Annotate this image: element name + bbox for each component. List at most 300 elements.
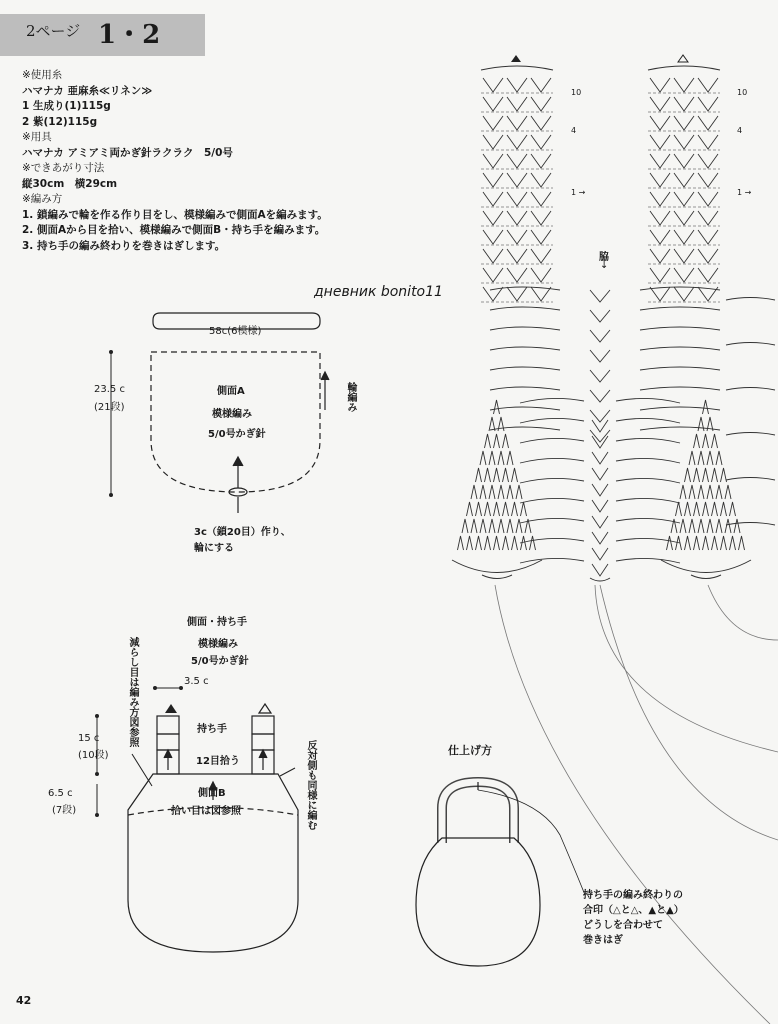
chart-right-edge-chain xyxy=(726,478,775,481)
finished-bag-handle-inner xyxy=(442,782,514,843)
chart-bottom-left-post xyxy=(480,485,486,499)
chart-diag-chain-left xyxy=(520,458,584,463)
chart-handle-right-fan-left xyxy=(650,116,670,130)
step-2: 2. 側面Aから目を拾い、模様編みで側面B・持ち手を編みます。 xyxy=(22,224,326,236)
chart-bottom-right-post xyxy=(707,451,713,465)
chart-diag-chain-left xyxy=(520,498,584,503)
chart-right-edge-chain xyxy=(726,433,775,436)
handle-width-dot-right xyxy=(179,686,183,690)
chart-center-fan xyxy=(590,350,610,362)
chart-bottom-right-post xyxy=(721,536,727,550)
chart-diag-chain-right xyxy=(616,498,680,503)
chart-bottom-right-base-ring xyxy=(691,575,721,579)
side-b-hook: 5/0号かぎ針 xyxy=(191,656,249,667)
body-height-rows: (7段) xyxy=(52,805,77,816)
chart-handle-left-fan-right xyxy=(531,211,551,225)
chart-bottom-left-post xyxy=(498,417,504,431)
chart-handle-right-fan-mid xyxy=(674,173,694,187)
handle-right-top xyxy=(252,716,274,734)
chart-bottom-right-post xyxy=(685,502,691,516)
chart-bottom-right-post xyxy=(680,485,686,499)
chart-handle-left-fan-right xyxy=(531,287,551,301)
chart-center-post xyxy=(592,468,608,480)
chart-bottom-right-post xyxy=(712,468,718,482)
side-a-round-label: 輪編み xyxy=(345,382,356,412)
chart-bottom-left-post xyxy=(485,502,491,516)
chart-handle-left-fan-right xyxy=(531,173,551,187)
chart-guide-arcs xyxy=(495,585,778,1024)
chart-right-edge-chain xyxy=(726,298,775,301)
chart-handle-left-fan-right xyxy=(531,78,551,92)
chart-handle-right-fan-left xyxy=(650,192,670,206)
chart-handle-left-fan-left xyxy=(483,154,503,168)
chart-handle-right-fan-left xyxy=(650,135,670,149)
chart-handle-left-fan-mid xyxy=(507,249,527,263)
chart-handle-left-fan-mid xyxy=(507,192,527,206)
chart-handle-left-fan-left xyxy=(483,97,503,111)
chart-bottom-right-post xyxy=(698,519,704,533)
chart-handle-left-fan-mid xyxy=(507,135,527,149)
chart-handle-right-fan-mid xyxy=(674,287,694,301)
chart-diag-chain-right xyxy=(616,518,680,523)
chart-handle-right-fan-right xyxy=(698,97,718,111)
chart-handle-right-fan-left xyxy=(650,249,670,263)
color-2: 紫(12)115g xyxy=(32,115,98,128)
chart-handle-left-fan-right xyxy=(531,192,551,206)
chart-bottom-left-post xyxy=(485,468,491,482)
finishing-note-leader xyxy=(478,790,585,895)
chart-center-fan xyxy=(590,310,610,322)
size-heading: ※できあがり寸法 xyxy=(22,162,105,174)
chart-handle-left-fan-left xyxy=(483,173,503,187)
finishing-title: 仕上げ方 xyxy=(448,744,492,757)
chart-handle-left-fan-left xyxy=(483,268,503,282)
chart-bottom-right-post xyxy=(680,519,686,533)
side-a-start-label-1: 3c（鎖20目）作り、 xyxy=(194,527,291,538)
side-a-hook: 5/0号かぎ針 xyxy=(208,429,266,440)
page-label: 2ページ xyxy=(26,22,81,40)
side-b-title: 側面・持ち手 xyxy=(187,617,247,628)
handle-right-marker xyxy=(259,704,271,713)
chart-diag-chain-left xyxy=(520,558,584,563)
handle-right-mid xyxy=(252,734,274,750)
chart-handle-left-fan-mid xyxy=(507,154,527,168)
chart-bottom-right-post xyxy=(698,417,704,431)
chart-bottom-right-post xyxy=(694,434,700,448)
chart-center-post xyxy=(592,484,608,496)
chart-handle-right-fan-left xyxy=(650,230,670,244)
chart-bottom-right-post xyxy=(734,519,740,533)
chart-bottom-left-base-ring xyxy=(482,575,512,579)
chart-center-fan xyxy=(590,410,610,422)
chart-bottom-left-post xyxy=(462,519,468,533)
tools-heading: ※用具 xyxy=(22,131,52,143)
chart-bottom-left-post xyxy=(489,451,495,465)
chart-bottom-right-post xyxy=(730,502,736,516)
chart-bottom-right-post xyxy=(685,536,691,550)
chart-handle-right-fan-mid xyxy=(674,268,694,282)
chart-bottom-right-post xyxy=(721,502,727,516)
chart-side-arrow: ↓ xyxy=(600,260,609,271)
guide-arc-2 xyxy=(600,585,778,840)
pattern-numbers: 1・2 xyxy=(98,20,161,50)
chart-handle-right-fan-left xyxy=(650,173,670,187)
side-a-height-label: 23.5 c xyxy=(94,384,125,395)
chart-bottom-left-base-arc xyxy=(452,560,542,573)
chart-handle-left-fan-mid xyxy=(507,230,527,244)
chart-handle-left-fan-left xyxy=(483,211,503,225)
chart-bottom-right-post xyxy=(689,485,695,499)
handle-width-dot-left xyxy=(153,686,157,690)
chart-bottom-left-post xyxy=(498,519,504,533)
chart-handle-right-fan-left xyxy=(650,268,670,282)
finished-size: 縦30cm 横29cm xyxy=(22,177,118,190)
finishing-note-line-3: どうしを合わせて xyxy=(583,920,663,931)
handle-height-dot-top xyxy=(95,714,99,718)
chart-chain-right xyxy=(640,347,720,350)
step-1: 1. 鎖編みで輪を作る作り目をし、模様編みで側面Aを編みます。 xyxy=(22,208,328,221)
chart-right-edge-chain xyxy=(726,388,775,391)
chart-bottom-left-post xyxy=(476,536,482,550)
chart-bottom-left-post xyxy=(521,502,527,516)
chart-diag-chain-right xyxy=(616,558,680,563)
side-a-dot-bottom xyxy=(109,493,113,497)
chart-bottom-right-post xyxy=(716,485,722,499)
chart-chain-left xyxy=(490,407,560,410)
chart-chain-left xyxy=(490,347,560,350)
chart-bottom-left-post xyxy=(494,468,500,482)
chart-bottom-right-post xyxy=(698,451,704,465)
decrease-note: 減らし目は編み方図参照 xyxy=(127,637,138,747)
chart-handle-right-fan-right xyxy=(698,230,718,244)
chart-center-fan xyxy=(590,330,610,342)
side-b-stitch: 模様編み xyxy=(198,639,238,650)
chart-bottom-left-post xyxy=(476,502,482,516)
chart-bottom-right-post xyxy=(703,536,709,550)
finishing-note-line-1: 持ち手の編み終わりの xyxy=(583,890,683,901)
handle-right-arrow-head xyxy=(259,750,267,758)
step-3: 3. 持ち手の編み終わりを巻きはぎします。 xyxy=(22,239,226,252)
chart-diag-chain-left xyxy=(520,438,584,443)
chart-center-post xyxy=(592,516,608,528)
chart-diag-chain-left xyxy=(520,478,584,483)
decrease-note-arrow xyxy=(132,754,152,786)
chart-bottom-left-post xyxy=(471,519,477,533)
chart-handle-right-fan-mid xyxy=(674,249,694,263)
chart-handle-left-fan-right xyxy=(531,154,551,168)
chart-bottom-left-post xyxy=(489,417,495,431)
chart-handle-left-fan-left xyxy=(483,135,503,149)
chart-handle-left-fan-right xyxy=(531,97,551,111)
chart-bottom-left-post xyxy=(494,502,500,516)
chart-handle-right-fan-mid xyxy=(674,135,694,149)
chart-diag-chain-right xyxy=(616,438,680,443)
finishing-note-line-2: 合印（△と△、▲と▲） xyxy=(583,905,684,916)
finished-bag-body xyxy=(416,838,540,966)
chart-bottom-left-post xyxy=(480,519,486,533)
yarn-name: ハマナカ 亜麻糸≪リネン≫ xyxy=(22,84,153,97)
chart-center-post xyxy=(592,452,608,464)
chart-bottom-left-post xyxy=(485,434,491,448)
chart-bottom-right-post xyxy=(689,519,695,533)
chart-left-row-10: 10 xyxy=(571,88,582,97)
chart-right-edge-chain xyxy=(726,523,775,526)
body-height-label: 6.5 c xyxy=(48,788,73,799)
chart-bottom-left-post xyxy=(503,468,509,482)
chart-handle-right-fan-mid xyxy=(674,154,694,168)
chart-chain-right xyxy=(640,327,720,330)
chart-handle-right-fan-left xyxy=(650,287,670,301)
chart-marker-open xyxy=(678,55,688,62)
chart-chain-right xyxy=(640,367,720,370)
color-1-no: 1 xyxy=(22,100,30,112)
chart-marker-filled xyxy=(511,55,521,62)
chart-diag-chain-right xyxy=(616,418,680,423)
chart-bottom-left-post xyxy=(512,536,518,550)
side-a-name: 側面A xyxy=(217,386,245,397)
chart-left-row-1: 1 → xyxy=(571,188,586,197)
chart-bottom-right-post xyxy=(703,468,709,482)
chart-bottom-left-post xyxy=(498,451,504,465)
chart-bottom-right-post xyxy=(698,485,704,499)
chart-bottom-left-post xyxy=(467,536,473,550)
chart-bottom-left-post xyxy=(507,519,513,533)
chart-handle-left-fan-mid xyxy=(507,97,527,111)
chart-handle-left-fan-left xyxy=(483,230,503,244)
side-a-round-arrow-head xyxy=(321,372,329,380)
finishing-note-line-4: 巻きはぎ xyxy=(583,935,623,946)
chart-handle-right-fan-left xyxy=(650,211,670,225)
chart-bottom-right-post xyxy=(694,536,700,550)
yarn-heading: ※使用糸 xyxy=(22,69,63,81)
chart-diag-chain-left xyxy=(520,518,584,523)
chart-bottom-right-post xyxy=(716,451,722,465)
chart-bottom-left-post xyxy=(503,434,509,448)
pickup-handle-label: 12目拾う xyxy=(196,756,240,767)
chart-center-post xyxy=(592,532,608,544)
chart-bottom-left-post xyxy=(507,485,513,499)
chart-bottom-right-post xyxy=(707,485,713,499)
chart-handle-right-fan-right xyxy=(698,268,718,282)
chart-chain-left xyxy=(490,367,560,370)
chart-handle-left-fan-left xyxy=(483,78,503,92)
chart-chain-left xyxy=(490,387,560,390)
chart-bottom-left-post xyxy=(516,519,522,533)
chart-bottom-right-post xyxy=(725,485,731,499)
chart-bottom-left-post xyxy=(467,502,473,516)
side-a-stitch: 模様編み xyxy=(212,409,252,420)
chart-handle-right-fan-mid xyxy=(674,78,694,92)
chart-diag-chain-left xyxy=(520,398,584,403)
chart-handle-left-fan-mid xyxy=(507,287,527,301)
guide-arc-1 xyxy=(495,585,770,1024)
chart-handle-right-fan-right xyxy=(698,154,718,168)
side-a-width-label: 58c(6模様) xyxy=(209,326,262,337)
chart-chain-left xyxy=(490,427,560,430)
chart-center-post xyxy=(592,564,608,576)
chart-handle-left-fan-left xyxy=(483,116,503,130)
chart-right-edge-chain xyxy=(726,343,775,346)
chart-bottom-left-post xyxy=(503,502,509,516)
handle-height-rows: (10段) xyxy=(78,750,109,761)
side-b-name: 側面B xyxy=(198,788,226,799)
chart-handle-left-fan-mid xyxy=(507,116,527,130)
side-a-arrow-head xyxy=(233,457,243,466)
chart-bottom-left-post xyxy=(503,536,509,550)
tool: ハマナカ アミアミ両かぎ針ラクラク 5/0号 xyxy=(22,146,233,159)
chart-handle-right-fan-right xyxy=(698,135,718,149)
chart-chain-left xyxy=(490,307,560,310)
chart-center-fan xyxy=(590,390,610,402)
chart-handle-left-fan-mid xyxy=(507,173,527,187)
chart-bottom-right-post xyxy=(712,434,718,448)
chart-diag-chain-right xyxy=(616,458,680,463)
chart-handle-left-fan-mid xyxy=(507,268,527,282)
chart-handle-right-fan-right xyxy=(698,78,718,92)
chart-handle-right-fan-right xyxy=(698,192,718,206)
chart-handle-left-fan-left xyxy=(483,249,503,263)
chart-bottom-right-post xyxy=(712,536,718,550)
chart-bottom-right-post xyxy=(694,468,700,482)
chart-bottom-right-post xyxy=(716,519,722,533)
chart-bottom-left-post xyxy=(530,536,536,550)
chart-center-post xyxy=(592,500,608,512)
chart-center-post xyxy=(592,548,608,560)
handle-left-marker xyxy=(165,704,177,713)
chart-bottom-left-post xyxy=(512,502,518,516)
chart-side-label: 脇 xyxy=(599,252,609,263)
chart-bottom-left-post xyxy=(494,434,500,448)
chart-bottom-left-post xyxy=(471,485,477,499)
chart-diag-chain-right xyxy=(616,478,680,483)
side-b-markers xyxy=(95,686,271,817)
chart-bottom-right-post xyxy=(712,502,718,516)
chart-bottom-left-post xyxy=(476,468,482,482)
chart-bottom-right-post xyxy=(725,519,731,533)
handle-height-label: 15 c xyxy=(78,733,100,744)
chart-diag-chain-right xyxy=(616,398,680,403)
chart-bottom-left-post xyxy=(494,536,500,550)
chart-center-fan xyxy=(590,370,610,382)
chart-chain-right xyxy=(640,307,720,310)
guide-arc-3 xyxy=(708,585,778,640)
chart-handle-left-fan-right xyxy=(531,116,551,130)
chart-bottom-left-post xyxy=(458,536,464,550)
handle-left-mid xyxy=(157,734,179,750)
chart-handle-left-fan-left xyxy=(483,192,503,206)
body-height-dot xyxy=(95,813,99,817)
chart-handle-left-fan-right xyxy=(531,268,551,282)
chart-right-row-10: 10 xyxy=(737,88,748,97)
chart-handle-right-fan-right xyxy=(698,211,718,225)
chart-handle-right-fan-left xyxy=(650,97,670,111)
chart-bottom-right-post xyxy=(703,400,709,414)
chart-center-base xyxy=(590,578,610,581)
chart-handle-left-top-arc xyxy=(481,66,553,70)
chart-bottom-right-post xyxy=(685,468,691,482)
chart-bottom-left-post xyxy=(512,468,518,482)
guide-arc-4 xyxy=(595,585,778,752)
watermark: дневник bonito11 xyxy=(314,284,443,300)
color-1: 生成り(1)115g xyxy=(32,100,111,112)
chart-handle-left-fan-right xyxy=(531,230,551,244)
opposite-note: 反対側も同様に編む xyxy=(305,740,316,830)
chart-bottom-right-post xyxy=(703,502,709,516)
handle-width-label: 3.5 c xyxy=(184,676,209,687)
chart-handle-left-fan-right xyxy=(531,135,551,149)
chart-bottom-left-post xyxy=(498,485,504,499)
chart-center-fan xyxy=(590,290,610,302)
chart-handle-right-fan-mid xyxy=(674,192,694,206)
chart-handle-right-top-arc xyxy=(648,66,720,70)
chart-bottom-left-post xyxy=(480,451,486,465)
finishing-note xyxy=(583,888,684,948)
chart-bottom-right-post xyxy=(721,468,727,482)
chart-bottom-left-post xyxy=(485,536,491,550)
chart-bottom-left-post xyxy=(516,485,522,499)
handle-height-dot-bottom xyxy=(95,772,99,776)
chart-bottom-left-post xyxy=(494,400,500,414)
chart-bottom-right-post xyxy=(739,536,745,550)
chart-handle-left-fan-mid xyxy=(507,211,527,225)
chart-chain-right xyxy=(640,387,720,390)
chart-chain-left xyxy=(490,327,560,330)
chart-bottom-right-post xyxy=(730,536,736,550)
stitch-chart xyxy=(452,66,775,581)
chart-bottom-left-post xyxy=(507,451,513,465)
page-number: 42 xyxy=(16,994,32,1007)
chart-left-row-4: 4 xyxy=(571,126,577,135)
handle-left-arrow-head xyxy=(164,750,172,758)
chart-bottom-left-post xyxy=(489,485,495,499)
chart-bottom-right-post xyxy=(676,502,682,516)
side-a-dot-top xyxy=(109,350,113,354)
chart-diag-chain-left xyxy=(520,538,584,543)
chart-handle-right-fan-mid xyxy=(674,230,694,244)
side-a-start-label-2: 輪にする xyxy=(194,543,234,554)
chart-right-row-4: 4 xyxy=(737,126,743,135)
chart-diag-chain-left xyxy=(520,418,584,423)
side-b-outline xyxy=(128,774,298,952)
chart-bottom-right-post xyxy=(689,451,695,465)
side-a-outline xyxy=(151,352,320,492)
opposite-note-arrow xyxy=(280,768,295,776)
color-2-no: 2 xyxy=(22,115,30,128)
finished-bag-drawing xyxy=(416,782,585,966)
chart-bottom-left-post xyxy=(489,519,495,533)
chart-right-row-1: 1 → xyxy=(737,188,752,197)
chart-bottom-right-post xyxy=(707,519,713,533)
chart-bottom-right-post xyxy=(703,434,709,448)
chart-handle-left-fan-right xyxy=(531,249,551,263)
chart-handle-right-fan-mid xyxy=(674,116,694,130)
chart-handle-left-fan-mid xyxy=(507,78,527,92)
method-heading: ※編み方 xyxy=(22,193,63,205)
chart-handle-right-fan-right xyxy=(698,173,718,187)
chart-handle-right-fan-mid xyxy=(674,211,694,225)
chart-handle-right-fan-left xyxy=(650,78,670,92)
chart-bottom-right-post xyxy=(694,502,700,516)
chart-handle-right-fan-left xyxy=(650,154,670,168)
chart-bottom-right-post xyxy=(667,536,673,550)
pickup-note: 拾い目は図参照 xyxy=(171,806,241,817)
chart-handle-right-fan-right xyxy=(698,116,718,130)
side-a-height-rows: (21段) xyxy=(94,402,125,413)
chart-handle-right-fan-right xyxy=(698,249,718,263)
handle-label: 持ち手 xyxy=(197,724,227,735)
chart-handle-right-fan-mid xyxy=(674,97,694,111)
handle-left-top xyxy=(157,716,179,734)
